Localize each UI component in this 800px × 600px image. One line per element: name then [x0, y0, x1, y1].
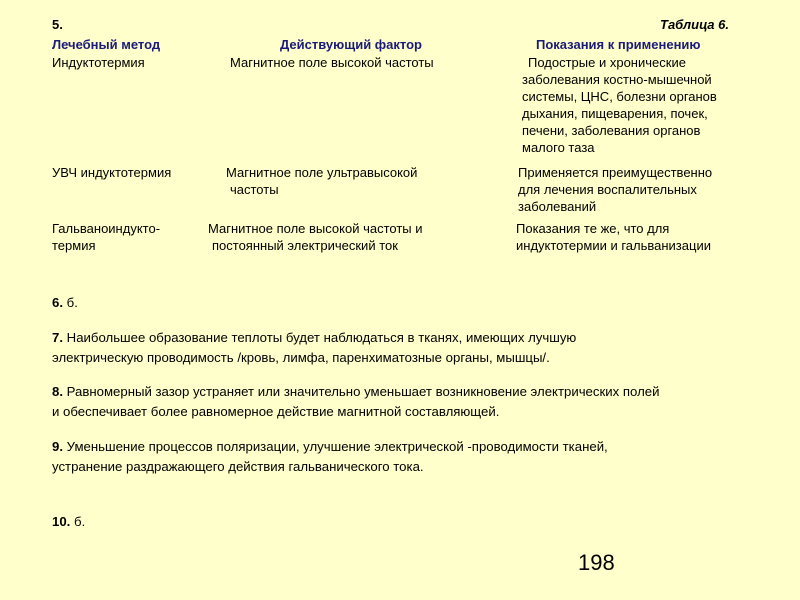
- column-header-method: Лечебный метод: [52, 37, 161, 52]
- answer-text: б.: [66, 295, 78, 310]
- answer-text: электрическую проводимость /кровь, лимфа, паренхиматозные органы, мышцы/.: [52, 350, 550, 365]
- answer-number: 6.: [52, 295, 63, 310]
- answer-text: б.: [74, 514, 86, 529]
- table-row-3-method-line: термия: [52, 238, 96, 253]
- table-row-1-indications-line: Подострые и хронические: [528, 55, 686, 70]
- answer-number: 7.: [52, 330, 63, 345]
- table-label: Таблица 6.: [660, 17, 729, 32]
- table-row-3-indications: [516, 220, 711, 254]
- table-row-2-indications-line: для лечения воспалительных: [518, 182, 697, 197]
- answer-number: 10.: [52, 514, 71, 529]
- table-row-3-indications-line: индуктотермии и гальванизации: [516, 238, 711, 253]
- table-row-3-method-line: Гальваноиндукто-: [52, 221, 161, 236]
- answer-text: Наибольшее образование теплоты будет наблюдаться в тканях, имеющих лучшую: [66, 330, 577, 345]
- table-row-1-indications-line: печени, заболевания органов: [522, 123, 701, 138]
- answer-7: [52, 328, 576, 368]
- column-header-factor: Действующий фактор: [280, 37, 422, 52]
- table-row-2-method: УВЧ индуктотермия: [52, 165, 172, 180]
- table-row-2-indications: [518, 164, 712, 215]
- table-row-3-indications-line: Показания те же, что для: [516, 221, 670, 236]
- table-row-1-indications-line: заболевания костно-мышечной: [522, 72, 712, 87]
- table-row-1-indications-line: системы, ЦНС, болезни органов: [522, 89, 717, 104]
- table-row-2-factor-line: Магнитное поле ультравысокой: [226, 165, 418, 180]
- page-number: 198: [578, 550, 615, 575]
- answer-number: 8.: [52, 384, 63, 399]
- answer-text: устранение раздражающего действия гальванического тока.: [52, 459, 424, 474]
- answer-text: и обеспечивает более равномерное действие магнитной составляющей.: [52, 404, 500, 419]
- table-row-3-factor-line: Магнитное поле высокой частоты и: [208, 221, 423, 236]
- column-header-indications: Показания к применению: [536, 37, 701, 52]
- table-row-1-indications-line: малого таза: [522, 140, 595, 155]
- table-row-3-factor-line: постоянный электрический ток: [212, 238, 398, 253]
- table-row-2-factor-line: частоты: [230, 182, 279, 197]
- answer-10: [52, 512, 85, 532]
- table-row-2-factor: [226, 164, 417, 198]
- table-row-3-factor: [208, 220, 423, 254]
- table-row-2-indications-line: заболеваний: [518, 199, 597, 214]
- table-row-1-indications: [522, 54, 717, 156]
- table-row-1-factor: Магнитное поле высокой частоты: [230, 55, 434, 70]
- answer-number: 9.: [52, 439, 63, 454]
- table-row-1-indications-line: дыхания, пищеварения, почек,: [522, 106, 708, 121]
- question-number: 5.: [52, 17, 63, 32]
- answer-8: [52, 382, 659, 422]
- answer-6: [52, 293, 78, 313]
- answer-text: Уменьшение процессов поляризации, улучшение электрической -проводимости тканей,: [66, 439, 608, 454]
- table-row-1-method: Индуктотермия: [52, 55, 145, 70]
- table-row-2-indications-line: Применяется преимущественно: [518, 165, 713, 180]
- answer-9: [52, 437, 608, 477]
- table-row-3-method: [52, 220, 160, 254]
- answer-text: Равномерный зазор устраняет или значительно уменьшает возникновение электрических полей: [66, 384, 660, 399]
